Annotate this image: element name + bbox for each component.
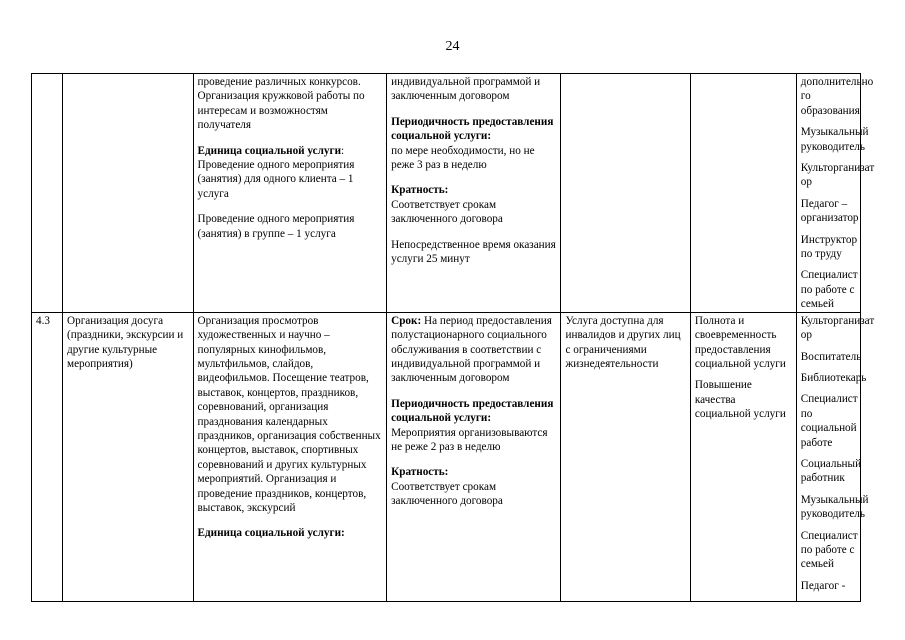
staff-item: Педагог - [800, 579, 846, 592]
staff-item: Специалист по работе с семьей [800, 269, 858, 311]
staff-item: Специалист по социальной работе [800, 393, 858, 449]
terms-text: индивидуальной программой и заключенным договором [391, 76, 541, 103]
unit-text: Проведение одного мероприятия (занятия) в группе – 1 услуга [197, 213, 355, 240]
multiplicity-label: Кратность: [391, 466, 449, 479]
criteria-item: Повышение качества социальной услуги [694, 379, 786, 421]
staff-item: Библиотекарь [800, 371, 867, 384]
staff-item: Инструктор по труду [800, 233, 858, 261]
conditions-cell: Услуга доступна для инвалидов и других лиц с ограничениями жизнедеятельности [561, 312, 690, 601]
time-text: Непосредственное время оказания услуги 25 минут [391, 238, 556, 266]
staff-item: Музыкальный руководитель [800, 493, 869, 521]
staff-item: Культорганизат ор [800, 314, 875, 342]
table-row [32, 74, 861, 313]
content-text: Организация просмотров художественных и научно – популярных кинофильмов, мультфильмов, слайдов, видеофильмов. Посещение театров, выставок, концертов, праздников, соревнований, организация празднования календарных праздников, организация собственных концертов, выставок, спортивных соревнований и других культурных мероприятий. Организация и проведение праздников, концертов, выставок, экскурсий [197, 314, 381, 514]
criteria-cell [690, 74, 796, 313]
row-number-cell: 4.3 [32, 312, 63, 601]
row-number-cell [32, 74, 63, 313]
staff-item: Музыкальный руководитель [800, 126, 869, 153]
page-number: 24 [445, 39, 460, 54]
period-label: Периодичность предоставления социальной услуги: [391, 397, 554, 425]
staff-item: Социальный работник [800, 457, 862, 485]
staff-item: дополнительно го образования [800, 76, 874, 117]
criteria-cell [690, 312, 796, 601]
term-paragraph [391, 314, 556, 386]
staff-cell [796, 312, 875, 601]
service-terms-cell [387, 74, 561, 313]
staff-item: Культорганизат ор [800, 162, 875, 189]
service-name-cell [63, 74, 194, 313]
staff-item: Педагог – организатор [800, 197, 859, 225]
table-row [32, 312, 861, 601]
staff-item: Воспитатель [800, 350, 862, 363]
term-text: На период предоставления полустационарного социального обслуживания в соответствии с индивидуальной программой и заключенным договором [391, 314, 552, 385]
staff-cell [796, 74, 875, 313]
unit-label: Единица социальной услуги: [197, 527, 345, 540]
period-text: по мере необходимости, но не реже 3 раз в неделю [391, 144, 535, 172]
content-text: Организация кружковой работы по интересам и возможностям получателя [197, 90, 365, 132]
services-table [31, 73, 875, 602]
content-text: проведение различных конкурсов. [197, 76, 361, 88]
period-label: Периодичность предоставления социальной услуги: [391, 115, 554, 143]
staff-item: Специалист по работе с семьей [800, 529, 858, 571]
period-text: Мероприятия организовываются не реже 2 раз в неделю [391, 426, 548, 453]
criteria-item: Полнота и своевременность предоставления социальной услуги [694, 314, 786, 370]
service-content-cell [193, 74, 387, 313]
service-name-cell: Организация досуга (праздники, экскурсии и другие культурные мероприятия) [63, 312, 194, 601]
conditions-cell [561, 74, 690, 313]
service-terms-cell [387, 312, 561, 601]
unit-paragraph: Единица социальной услуги: Проведение одного мероприятия (занятия) для одного клиента – 1 услуга [197, 144, 355, 200]
service-content-cell [193, 312, 387, 601]
multiplicity-label: Кратность: [391, 184, 449, 197]
multiplicity-text: Соответствует срокам заключенного договора [391, 480, 503, 508]
multiplicity-text: Соответствует срокам заключенного договора [391, 198, 503, 226]
unit-text: Проведение одного мероприятия (занятия) для одного клиента – 1 услуга [197, 159, 355, 200]
unit-label: Единица социальной услуги [197, 144, 342, 157]
term-label: Срок: [391, 314, 422, 327]
